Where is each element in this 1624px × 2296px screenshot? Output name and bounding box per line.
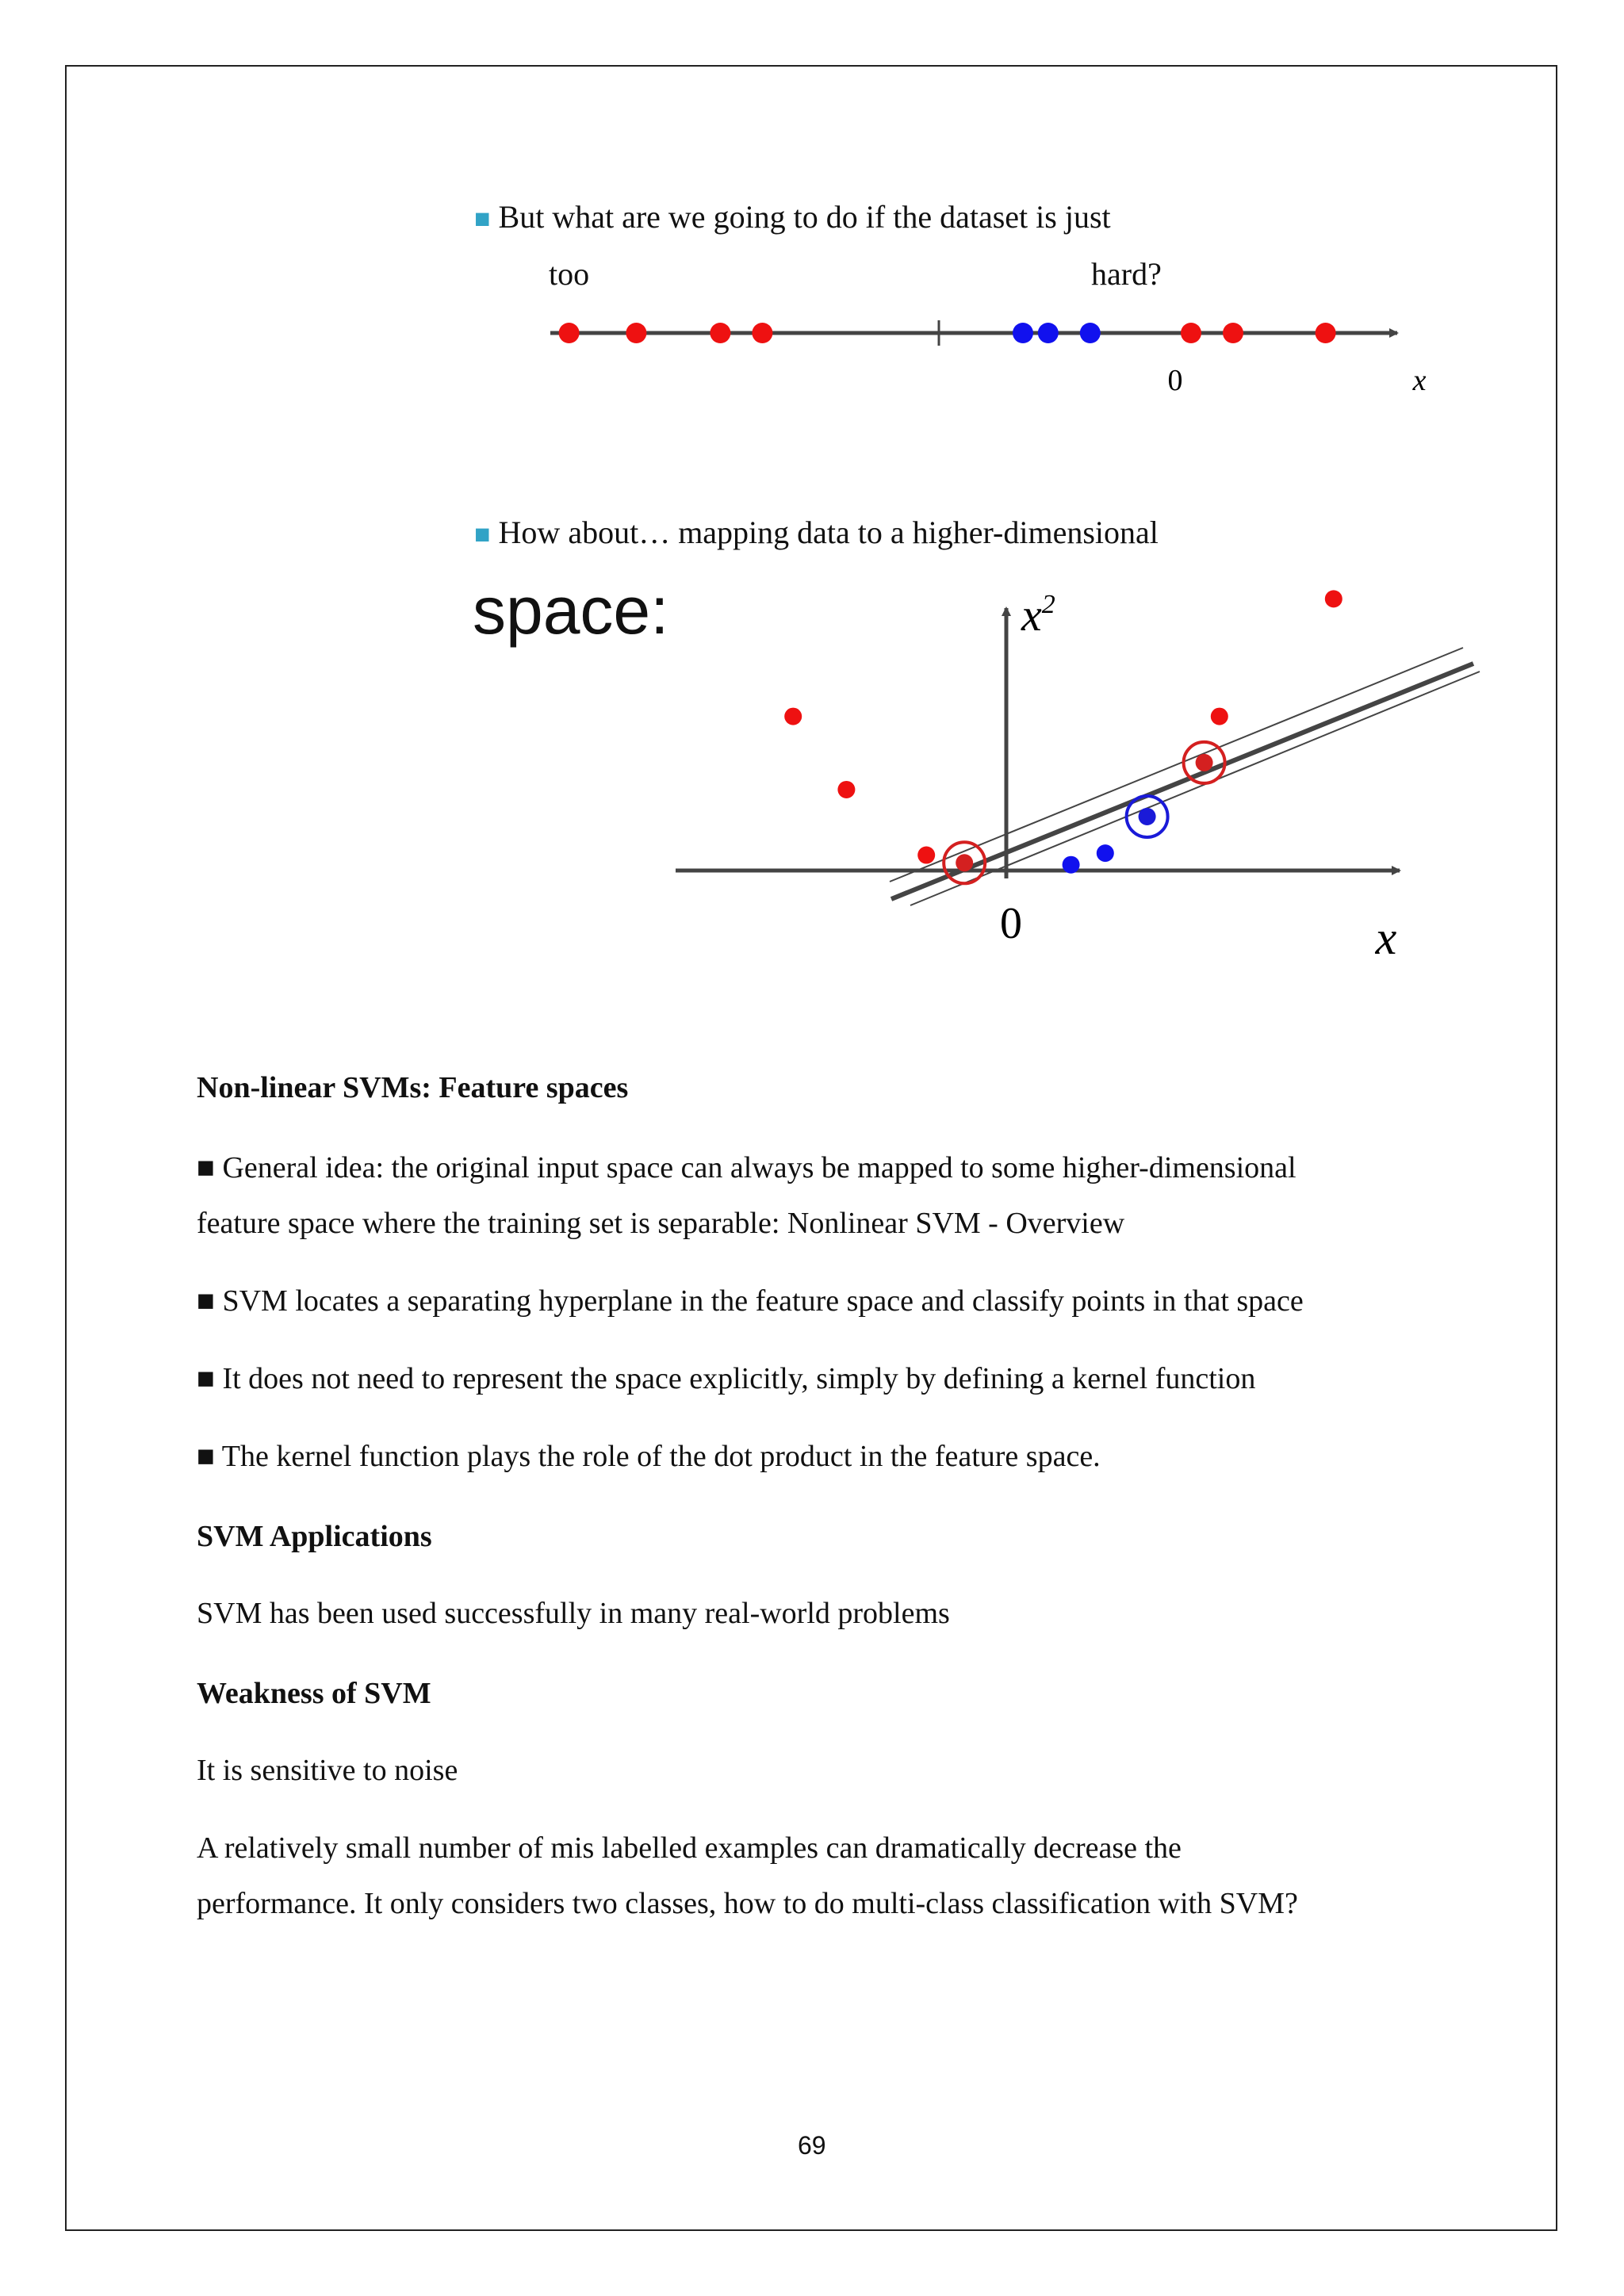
bullet-general-idea: ■ General idea: the original input space can always be mapped to some higher-dimensional	[197, 1151, 1297, 1184]
blue-point-0	[1013, 323, 1033, 343]
bullet-square-icon: ■	[474, 205, 491, 234]
red-point-0	[559, 323, 580, 343]
bullet-hyperplane: ■ SVM locates a separating hyperplane in the feature space and classify points in that space	[197, 1284, 1304, 1318]
origin-zero-label: 0	[1000, 899, 1022, 948]
weakness-text-noise: It is sensitive to noise	[197, 1754, 458, 1787]
feature-space-figure	[666, 575, 1491, 987]
red-mapped-point-4	[1325, 590, 1342, 607]
bullet-1-line	[474, 198, 1111, 235]
number-line-figure	[539, 317, 1443, 412]
section-heading-feature-spaces: Non-linear SVMs: Feature spaces	[197, 1071, 629, 1104]
red-support-vector-0	[956, 854, 973, 871]
red-support-vector-1	[1196, 754, 1213, 771]
bullet-kernel-function: ■ It does not need to represent the space explicitly, simply by defining a kernel function	[197, 1362, 1256, 1395]
bullet-2-text: How about… mapping data to a higher-dimensional	[498, 515, 1159, 550]
red-point-3	[752, 323, 772, 343]
red-point-4	[1181, 323, 1201, 343]
bullet-dot-product: ■ The kernel function plays the role of the dot product in the feature space.	[197, 1440, 1101, 1473]
red-mapped-point-2	[917, 847, 935, 864]
blue-point-1	[1038, 323, 1059, 343]
red-point-2	[710, 323, 730, 343]
y-axis-label: $x^2$	[1021, 589, 1055, 641]
red-mapped-point-3	[1211, 708, 1228, 725]
x-axis-label: x	[1375, 912, 1397, 964]
bullet-1-word-too: too	[549, 256, 590, 292]
bullet-2-line	[474, 514, 1159, 551]
bullet-1-word-hard: hard?	[1091, 256, 1162, 292]
red-mapped-point-0	[784, 708, 802, 725]
hyperplane-line	[891, 664, 1473, 899]
section-heading-weakness: Weakness of SVM	[197, 1677, 431, 1710]
bullet-1-text: But what are we going to do if the dataset is just	[498, 199, 1111, 235]
applications-text: SVM has been used successfully in many real-world problems	[197, 1597, 950, 1630]
page-number: 69	[798, 2131, 826, 2160]
red-mapped-point-1	[837, 781, 855, 798]
number-line-x-label: x	[1412, 364, 1427, 397]
red-point-5	[1223, 323, 1243, 343]
bullet-2-word-space: space:	[473, 573, 669, 648]
bullet-square-icon: ■	[474, 520, 491, 549]
weakness-text-line1: A relatively small number of mis labelled examples can dramatically decrease the	[197, 1831, 1182, 1865]
blue-mapped-point-0	[1063, 856, 1080, 874]
blue-mapped-point-1	[1097, 844, 1114, 862]
number-line-zero-label: 0	[1167, 364, 1183, 397]
red-point-1	[626, 323, 646, 343]
blue-support-vector	[1139, 808, 1156, 825]
red-point-6	[1316, 323, 1336, 343]
blue-point-2	[1080, 323, 1101, 343]
bullet-general-idea-cont: feature space where the training set is separable: Nonlinear SVM - Overview	[197, 1207, 1125, 1240]
weakness-text-line2: performance. It only considers two classes, how to do multi-class classification with SVM?	[197, 1887, 1298, 1920]
section-heading-applications: SVM Applications	[197, 1520, 432, 1553]
